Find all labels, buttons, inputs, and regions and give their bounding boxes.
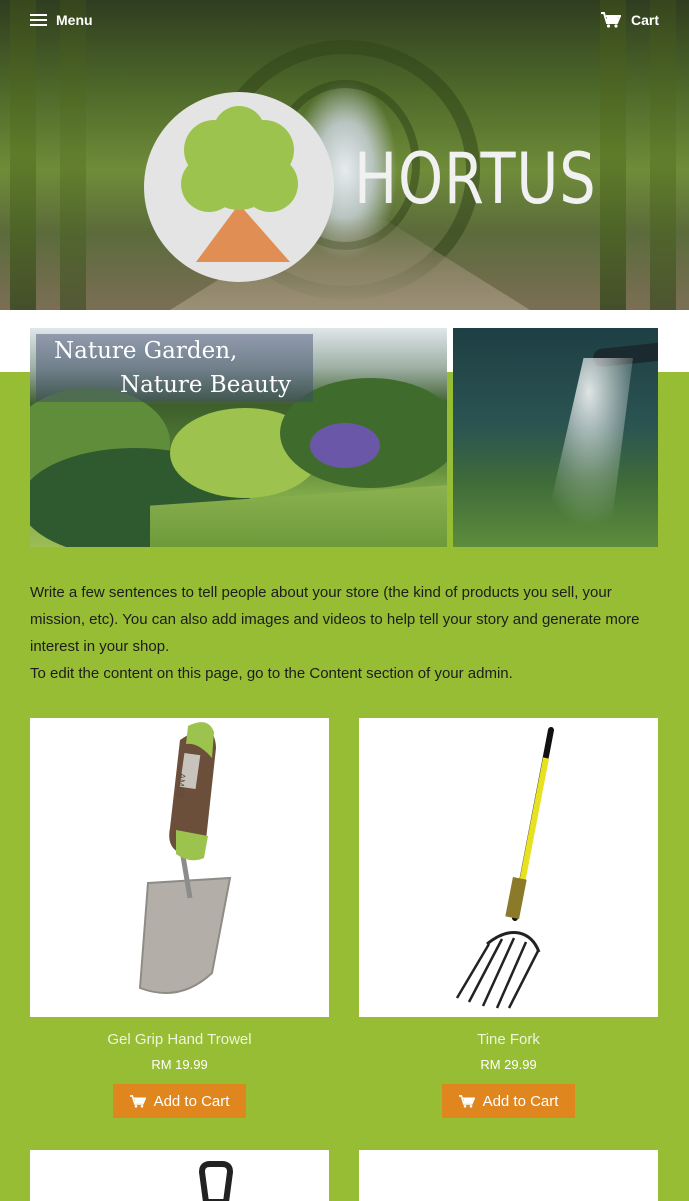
description-paragraph: Write a few sentences to tell people about your store (the kind of products you sell, your mission, etc). You can also add images and videos to help tell your story and generate more interest in your shop.: [30, 584, 640, 655]
cart-icon: [601, 12, 621, 28]
product-image-partial[interactable]: [359, 1150, 658, 1201]
d-handle-tool-icon: [30, 1150, 329, 1201]
cart-icon: [459, 1095, 475, 1108]
description-paragraph: To edit the content on this page, go to the Content section of your admin.: [30, 665, 513, 682]
store-description: [30, 579, 662, 687]
product-title[interactable]: Gel Grip Hand Trowel: [107, 1031, 252, 1048]
hamburger-icon: [30, 14, 47, 27]
brand-label: AMES: [174, 772, 188, 799]
logo-circle: [144, 92, 334, 282]
add-to-cart-label: Add to Cart: [482, 1092, 559, 1110]
banner-headline-1: Nature Garden,: [54, 338, 238, 364]
cart-icon: [130, 1095, 146, 1108]
cart-button[interactable]: [601, 12, 659, 28]
add-to-cart-button[interactable]: [442, 1084, 575, 1118]
logo-text: HORTUS: [354, 138, 597, 220]
product-card: [359, 718, 658, 1118]
bush: [310, 423, 380, 468]
product-price: RM 29.99: [480, 1057, 537, 1072]
hero-vine: [650, 0, 676, 310]
cart-label: Cart: [630, 12, 659, 28]
top-bar: [0, 0, 689, 44]
tree-icon: [144, 92, 334, 282]
product-image-partial[interactable]: [30, 1150, 329, 1201]
promo-banner: [30, 328, 658, 547]
product-title[interactable]: Tine Fork: [477, 1031, 540, 1048]
watering-photo: [453, 328, 658, 547]
tine-fork-icon: [359, 718, 658, 1017]
menu-label: Menu: [56, 12, 93, 28]
garden-photo: [30, 328, 447, 547]
hero-vine: [60, 0, 86, 310]
store-logo[interactable]: [144, 92, 597, 282]
hand-trowel-icon: [30, 718, 329, 1017]
hero-vine: [600, 0, 626, 310]
hero-header: [0, 0, 689, 310]
product-image-fork[interactable]: [359, 718, 658, 1017]
menu-button[interactable]: [30, 12, 93, 28]
hero-vine: [10, 0, 36, 310]
add-to-cart-button[interactable]: [113, 1084, 246, 1118]
product-card: [30, 718, 329, 1118]
water-spray: [523, 358, 633, 528]
banner-headline-2: Nature Beauty: [120, 372, 292, 398]
product-image-trowel[interactable]: [30, 718, 329, 1017]
product-price: RM 19.99: [151, 1057, 208, 1072]
add-to-cart-label: Add to Cart: [153, 1092, 230, 1110]
